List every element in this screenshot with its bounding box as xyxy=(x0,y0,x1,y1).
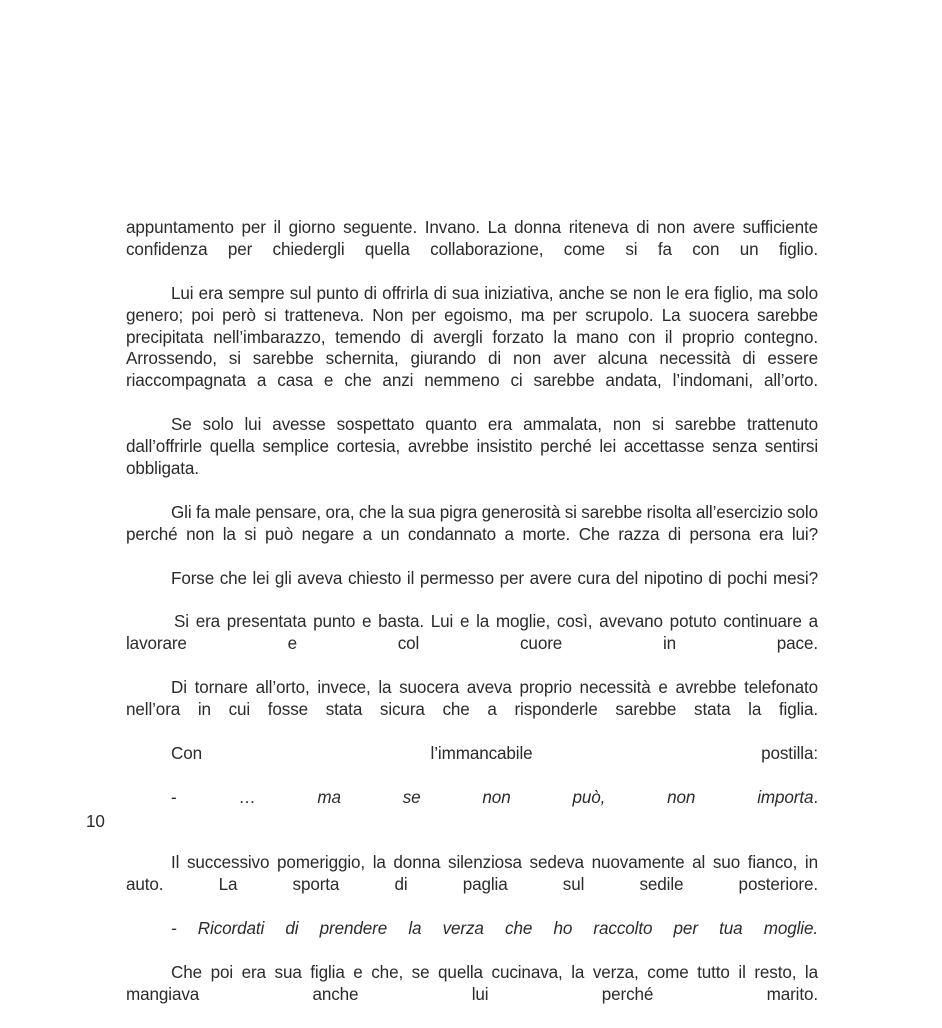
paragraph-dialogue: - Ricordati di prendere la verza che ho raccolto per tua moglie. xyxy=(171,918,818,938)
paragraph: Forse che lei gli aveva chiesto il permesso per avere cura del nipotino di pochi mesi? xyxy=(171,568,818,588)
dialogue-italic-phrase: ma se non può, non importa xyxy=(317,787,814,807)
body-text-column xyxy=(126,217,818,1028)
dialogue-lead: - … xyxy=(171,787,318,807)
paragraph: Il successivo pomeriggio, la donna silenziosa sedeva nuovamente al suo fianco, in auto. La sporta di paglia sul sedile posteriore. xyxy=(126,853,818,895)
paragraph: Se solo lui avesse sospettato quanto era ammalata, non si sarebbe trattenuto dall’offrirle quella semplice cortesia, avrebbe insistito perché lei accettasse senza sentirsi obbligata. xyxy=(126,415,818,478)
paragraph-spacer xyxy=(126,830,818,852)
paragraph: Di tornare all’orto, invece, la suocera aveva proprio necessità e avrebbe telefonato nell’ora in cui fosse stata sicura che a risponderle sarebbe stata la figlia. xyxy=(126,678,818,719)
paragraph: Gli fa male pensare, ora, che la sua pigra generosità si sarebbe risolta all’esercizio solo perché non la si può negare a un condannato a morte. Che razza di persona era lui? xyxy=(126,502,818,544)
paragraph: Si era presentata punto e basta. Lui e la moglie, così, avevano potuto continuare a lavorare e col cuore in pace. xyxy=(126,612,818,654)
paragraph: Con l’immancabile postilla: xyxy=(171,743,818,763)
page-number-folio: 10 xyxy=(86,812,105,831)
paragraph: appuntamento per il giorno seguente. Invano. La donna riteneva di non avere sufficiente confidenza per chiedergli quella collaborazione, come si fa con un figlio. xyxy=(126,218,818,259)
dialogue-tail: . xyxy=(813,787,819,807)
paragraph-dialogue xyxy=(126,787,818,831)
paragraph: Che poi era sua figlia e che, se quella cucinava, la verza, come tutto il resto, la mangiava anche lui perché marito. xyxy=(126,962,818,1004)
paragraph: Lui era sempre sul punto di offrirla di sua iniziativa, anche se non le era figlio, ma solo genero; poi però si tratteneva. Non per egoismo, ma per scrupolo. La suocera sarebbe precipitata nell’imbarazzo, temendo di avergli forzato la mano con il proprio contegno. Arrossendo, si sarebbe schernita, giurando di non aver alcuna necessità di essere riaccompagnata a casa e che anzi nemmeno ci sarebbe andata, l’indomani, all’orto. xyxy=(126,283,818,391)
